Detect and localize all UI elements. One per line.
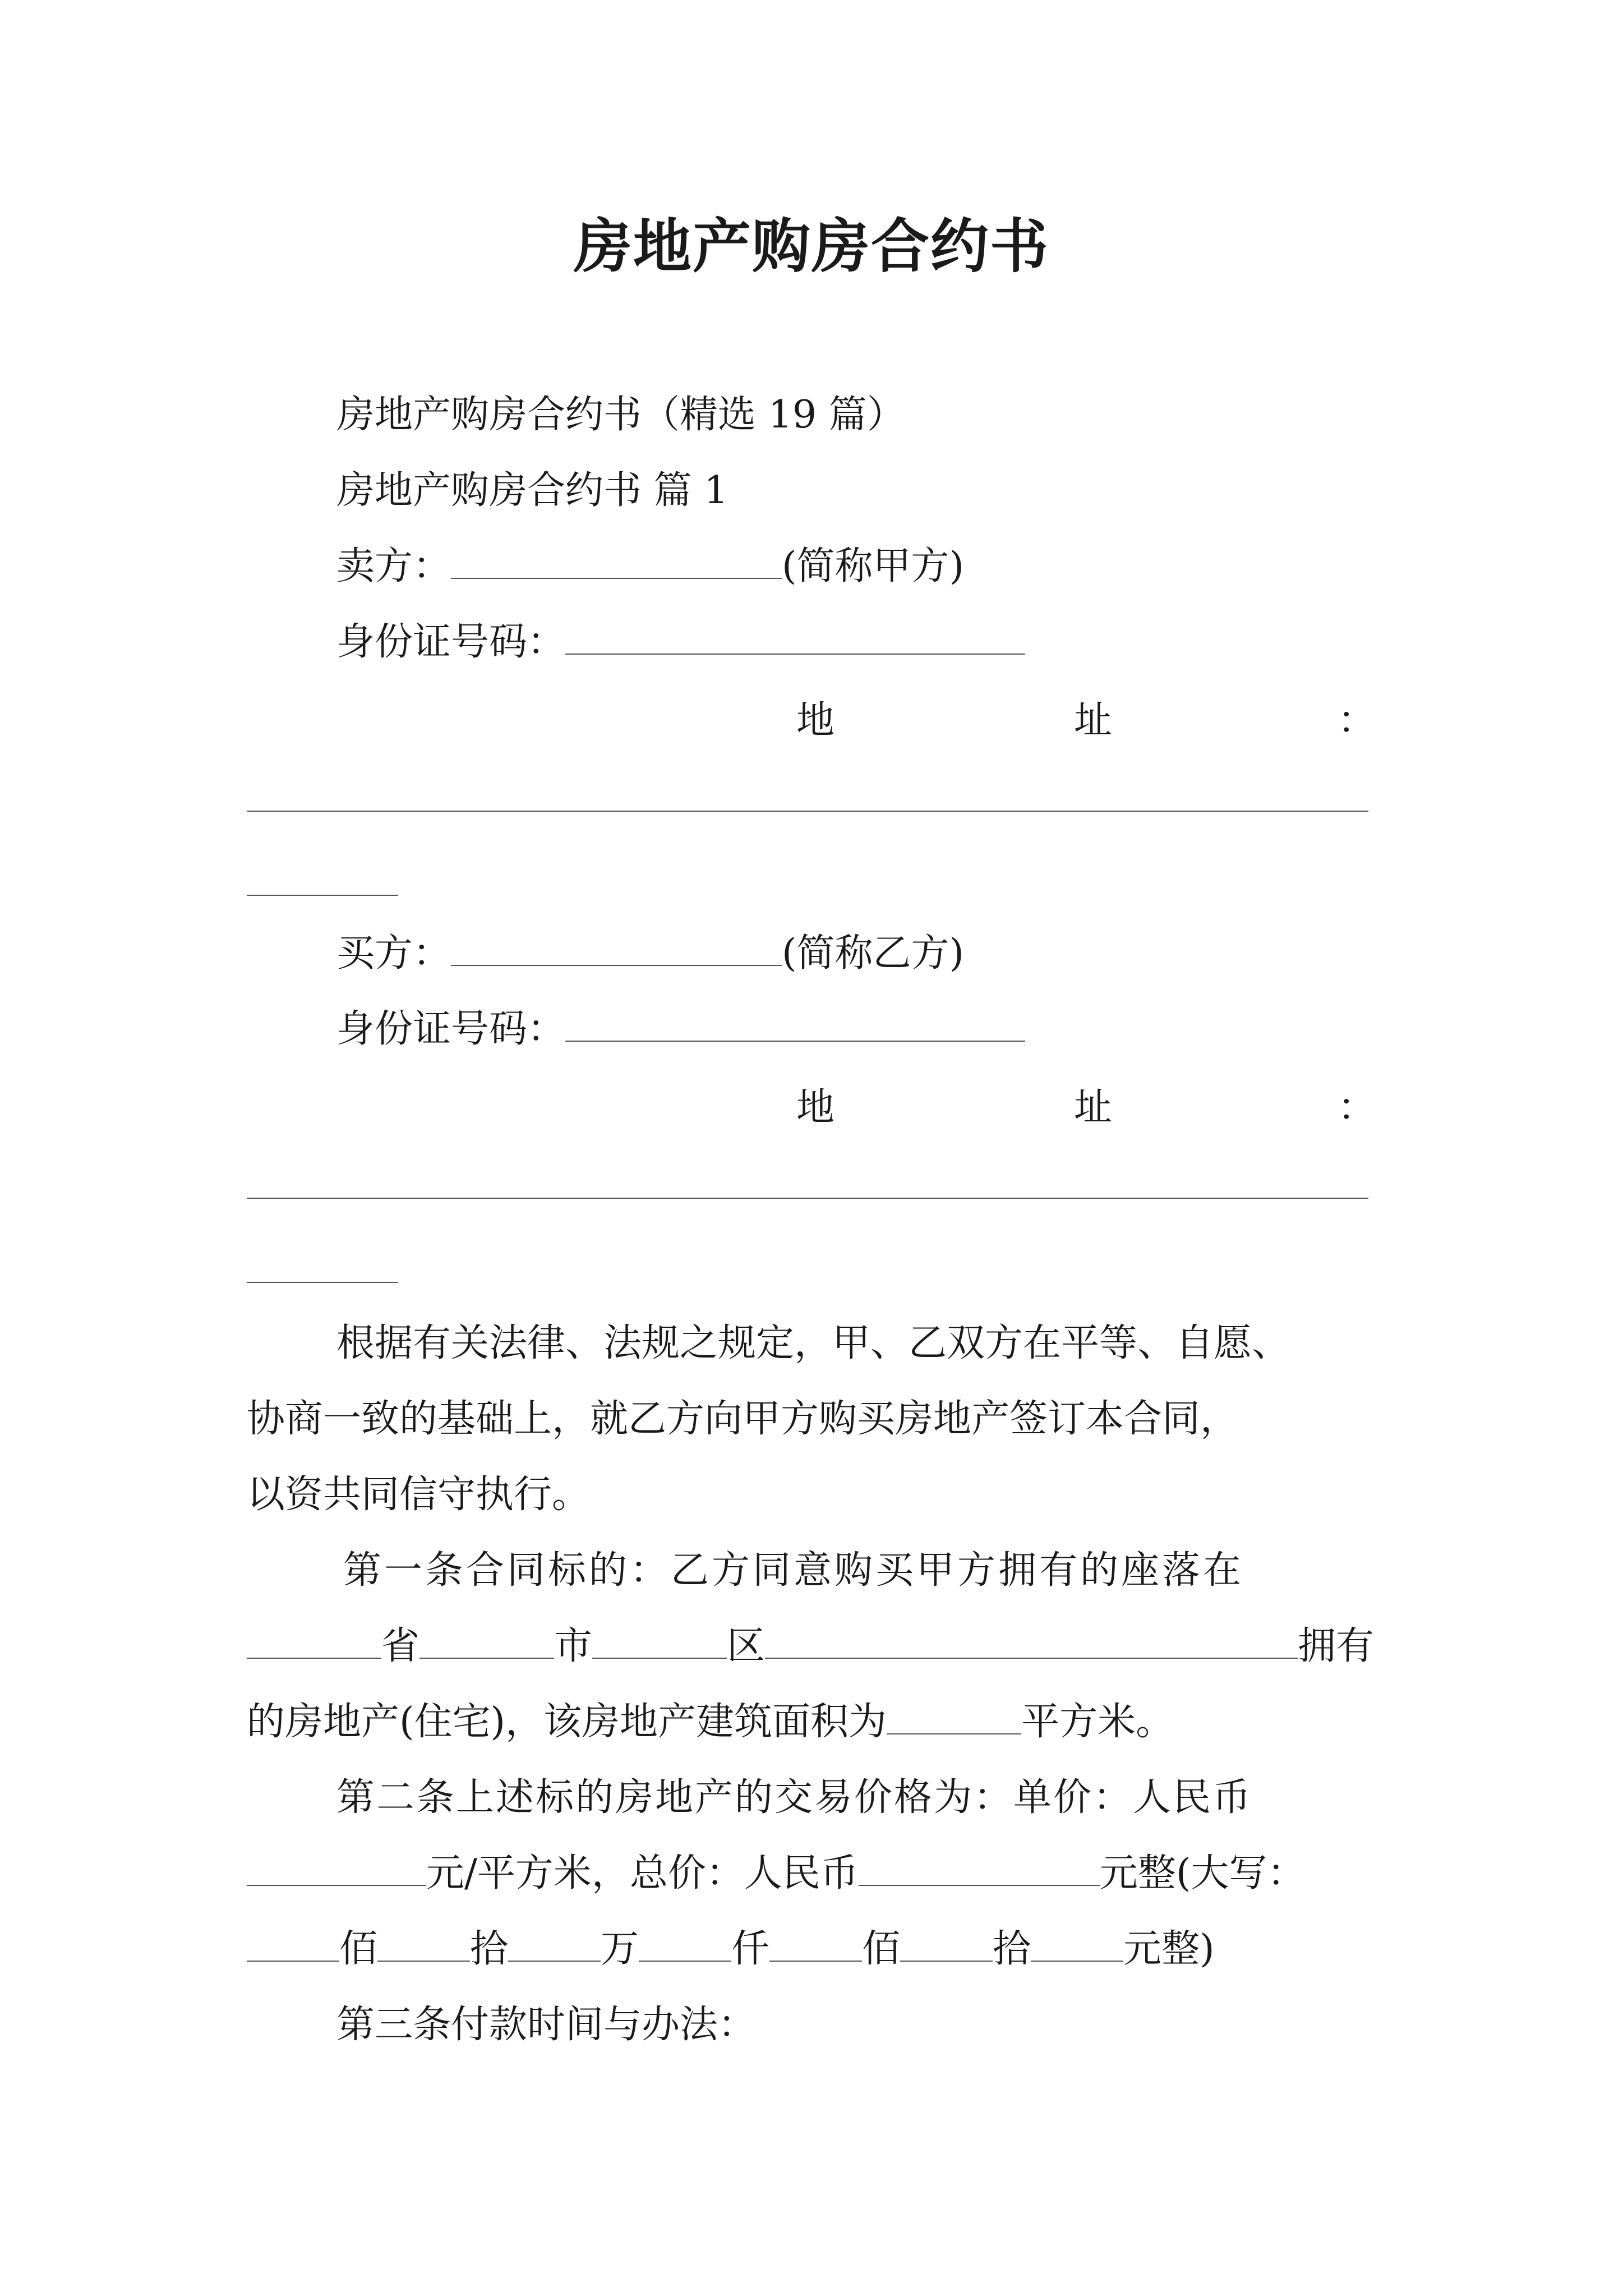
- buyer-line: [336, 931, 964, 976]
- unit-price-text: 元/平方米，总价：人民币: [426, 1851, 859, 1895]
- para1-line-2: 协商一致的基础上，就乙方向甲方购买房地产签订本合同，: [247, 1397, 1239, 1441]
- para1-line-3: 以资共同信守执行。: [247, 1473, 591, 1517]
- article2-line-3: [247, 1927, 1215, 1972]
- buyer-address-colon: ：: [1338, 1085, 1376, 1130]
- seller-suffix: (简称甲方): [782, 544, 965, 588]
- shi-blank-1[interactable]: [377, 1929, 470, 1962]
- province-blank[interactable]: [247, 1626, 381, 1659]
- yuan-blank[interactable]: [1031, 1929, 1123, 1962]
- qian-blank[interactable]: [639, 1929, 731, 1962]
- seller-address-label-2: 址: [1074, 698, 1113, 743]
- seller-address-blank-2[interactable]: [247, 895, 398, 896]
- bai-blank-2[interactable]: [769, 1929, 862, 1962]
- qian-label: 仟: [731, 1927, 770, 1971]
- buyer-address-blank-1[interactable]: [247, 1198, 1368, 1199]
- document-title: 房地产购房合约书: [573, 211, 1049, 280]
- unit-price-blank[interactable]: [247, 1853, 426, 1886]
- buyer-address-blank-2[interactable]: [247, 1282, 398, 1283]
- owned-label: 拥有: [1298, 1624, 1375, 1668]
- district-label: 区: [727, 1624, 766, 1668]
- province-label: 省: [381, 1624, 420, 1668]
- bai-label-2: 佰: [862, 1927, 901, 1971]
- buyer-id-blank[interactable]: [565, 1009, 1025, 1042]
- part-heading: 房地产购房合约书 篇 1: [336, 468, 728, 513]
- para1-line-1: 根据有关法律、法规之规定，甲、乙双方在平等、自愿、: [336, 1321, 1290, 1365]
- shi-label-2: 拾: [993, 1927, 1031, 1971]
- article3-heading: 第三条付款时间与办法：: [336, 2003, 757, 2047]
- yuan-zheng-label: 元整): [1123, 1927, 1215, 1971]
- district-blank[interactable]: [592, 1626, 727, 1659]
- article1-line-2: [247, 1624, 1374, 1669]
- seller-id-blank[interactable]: [565, 622, 1025, 655]
- article2-line-1: 第二条上述标的房地产的交易价格为：单价：人民币: [336, 1775, 1253, 1820]
- wan-label: 万: [601, 1927, 639, 1971]
- article1-line-3: [247, 1700, 1174, 1745]
- article2-line-2: [247, 1851, 1305, 1896]
- buyer-suffix: (简称乙方): [782, 931, 965, 976]
- buyer-address-label-1: 地: [796, 1085, 835, 1130]
- seller-address-blank-1[interactable]: [247, 811, 1368, 812]
- seller-address-label-1: 地: [796, 698, 835, 743]
- seller-id-line: [336, 620, 1025, 665]
- article1-line-1: 第一条合同标的：乙方同意购买甲方拥有的座落在: [343, 1548, 1244, 1593]
- area-blank[interactable]: [887, 1702, 1021, 1734]
- wan-blank[interactable]: [508, 1929, 601, 1962]
- city-blank[interactable]: [419, 1626, 554, 1659]
- area-unit: 平方米。: [1021, 1700, 1174, 1744]
- buyer-blank[interactable]: [451, 933, 782, 966]
- city-label: 市: [554, 1624, 593, 1668]
- seller-address-colon: ：: [1338, 698, 1376, 743]
- buyer-address-label-2: 址: [1074, 1085, 1113, 1130]
- subtitle: 房地产购房合约书（精选 19 篇）: [336, 393, 905, 437]
- bai-blank-1[interactable]: [247, 1929, 339, 1962]
- shi-blank-2[interactable]: [900, 1929, 993, 1962]
- buyer-id-line: [336, 1007, 1025, 1052]
- total-price-text: 元整(大写：: [1099, 1851, 1306, 1895]
- seller-id-label: 身份证号码：: [336, 620, 566, 664]
- buyer-label: 买方：: [336, 931, 451, 976]
- seller-line: [336, 544, 964, 589]
- location-blank[interactable]: [765, 1626, 1298, 1659]
- article1-area-text: 的房地产(住宅)，该房地产建筑面积为: [247, 1700, 887, 1744]
- buyer-id-label: 身份证号码：: [336, 1007, 566, 1051]
- seller-label: 卖方：: [336, 544, 451, 588]
- total-price-blank[interactable]: [859, 1853, 1100, 1886]
- bai-label-1: 佰: [339, 1927, 378, 1971]
- seller-blank[interactable]: [451, 546, 782, 579]
- shi-label-1: 拾: [470, 1927, 509, 1971]
